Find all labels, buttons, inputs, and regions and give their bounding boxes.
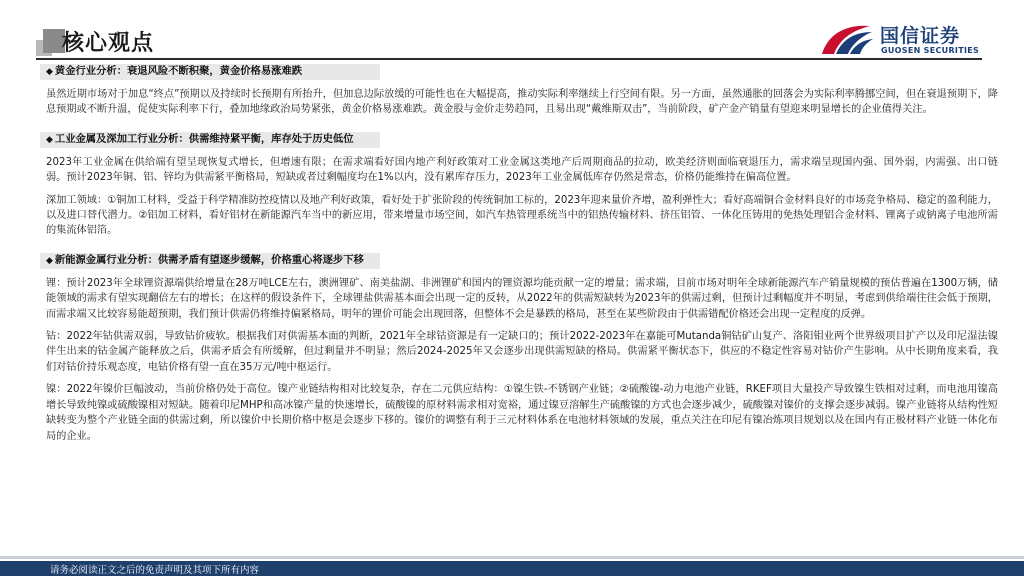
- paragraph-lithium: 锂：预计2023年全球锂资源端供给增量在28万吨LCE左右，澳洲锂矿、南美盐湖、非洲锂矿和国内的锂资源均能贡献一定的增量；需求端，目前市场对明年全球新能源汽车产销量规模的预估普遍在1300万辆，储能领域的需求有望实现翻倍左右的增长；在这样的假设条件下，全球锂盐供需基本面会出现一定的反转，从2022年的供需短缺转为2023年的供需过剩，但预计过剩幅度并不明显，考虑到供给端往往会低于预期，而需求端又比较容易能超预期，我们预计供需仍将维持偏紧格局，明年的锂价可能会出现回落，但整体不会是暴跌的格局，甚至在某些阶段由于供需错配价格还会出现一定程度的反弹。: [46, 277, 998, 320]
- diamond-bullet-icon: ◆: [46, 134, 53, 145]
- diamond-bullet-icon: ◆: [46, 255, 53, 266]
- paragraph-cobalt: 钴：2022年钴供需双弱，导致钴价疲软。根据我们对供需基本面的判断，2021年全球钴资源是有一定缺口的；预计2022-2023年在嘉能可Mutanda铜钴矿山复产、洛阳钼业两个世界级项目扩产以及印尼湿法镍伴生出来的钴金属产能释放之后，供需矛盾会有所缓解，但过剩量并不明显；然后2024-2025年又会逐步出现供需短缺的格局。供需紧平衡状态下，供应的不稳定性容易对钴价产生影响。从中长期角度来看，我们对钴价持乐观态度，电钴价格有望一直在35万元/吨中枢运行。: [46, 331, 998, 373]
- logo-chinese-name: 国信证券: [880, 25, 961, 47]
- paragraph-deep-processing: 深加工领域：①铜加工材料，受益于科学精准防控疫情以及地产利好政策，看好处于扩张阶段的传统铜加工标的，2023年迎来量价齐增，盈利弹性大；看好高端铜合金材料良好的市场竞争格局、稳定的盈利能力，以及进口替代潜力。②铝加工材料，看好铝材在新能源汽车当中的新应用，带来增量市场空间，如汽车热管理系统当中的铝热传输材料、挤压铝管、一体化压铸用的免热处理铝合金材料、锂离子或钠离子电池所需的集流体铝箔。: [46, 194, 998, 237]
- paragraph-nickel: 镍：2022年镍价巨幅波动，当前价格仍处于高位。镍产业链结构相对比较复杂，存在二元供应结构：①镍生铁-不锈钢产业链；②硫酸镍-动力电池产业链，RKEF项目大量投产导致镍生铁相对过剩，而电池用镍高增长导致纯镍或硫酸镍相对短缺。随着印尼MHP和高冰镍产量的快速增长，硫酸镍的原材料需求相对宽裕，通过镍豆溶解生产硫酸镍的方式也会逐步减少，硫酸镍对镍价的支撑会逐步减弱。镍产业链将从结构性短缺转变为整个产业链全面的供需过剩，所以镍价中长期价格中枢是会逐步下移的。镍价的调整有利于三元材料体系在电池材料领域的发展，重点关注在印尼有镍冶炼项目规划以及在国内有正极材料产业链一体化布局的企业。: [46, 384, 998, 442]
- section-heading-text: 新能源金属行业分析：供需矛盾有望逐步缓解，价格重心将逐步下移: [54, 253, 364, 266]
- paragraph-gold: 虽然近期市场对于加息“终点”预期以及持续时长预期有所抬升，但加息边际放缓的可能性也在大幅提高，推动实际利率继续上行空间有限。另一方面，虽然通胀的回落会为实际利率腾挪空间，但在衰退预期下，降息预期或不断升温，促使实际利率下行，叠加地缘政治局势紧张，黄金价格易涨难跌。黄金股与金价走势趋同，且易出现“戴维斯双击”，当前阶段，矿产金产销量有望迎来明显增长的企业值得关注。: [46, 89, 998, 116]
- page-header: [0, 0, 1024, 62]
- guosen-logo-icon: [818, 20, 874, 56]
- logo-english-name: GUOSEN SECURITIES: [881, 46, 980, 55]
- section-heading-new-energy-metals: [40, 253, 380, 269]
- section-heading-gold: [40, 64, 380, 80]
- page-footer: [0, 561, 1024, 576]
- main-content: [40, 62, 1000, 444]
- section-heading-industrial-metals: [40, 132, 380, 148]
- section-heading-text: 黄金行业分析：衰退风险不断积聚，黄金价格易涨难跌: [54, 65, 303, 77]
- footer-disclaimer: 请务必阅读正文之后的免责声明及其项下所有内容: [50, 565, 260, 576]
- guosen-logo: [818, 18, 988, 62]
- paragraph-industrial-metals: 2023年工业金属在供给端有望呈现恢复式增长，但增速有限；在需求端看好国内地产利好政策对工业金属这类地产后周期商品的拉动，欧美经济则面临衰退压力，需求端呈现国内强、国外弱，内需强、出口链弱。预计2023年铜、铝、锌均为供需紧平衡格局，短缺或者过剩幅度均在1%以内，没有累库存压力，2023年工业金属低库存仍然是常态，价格仍能维持在偏高位置。: [46, 156, 998, 184]
- section-heading-text: 工业金属及深加工行业分析：供需维持紧平衡，库存处于历史低位: [54, 132, 354, 145]
- page-title: 核心观点: [62, 31, 155, 56]
- footer-accent-line: [0, 556, 1024, 559]
- diamond-bullet-icon: ◆: [46, 67, 53, 77]
